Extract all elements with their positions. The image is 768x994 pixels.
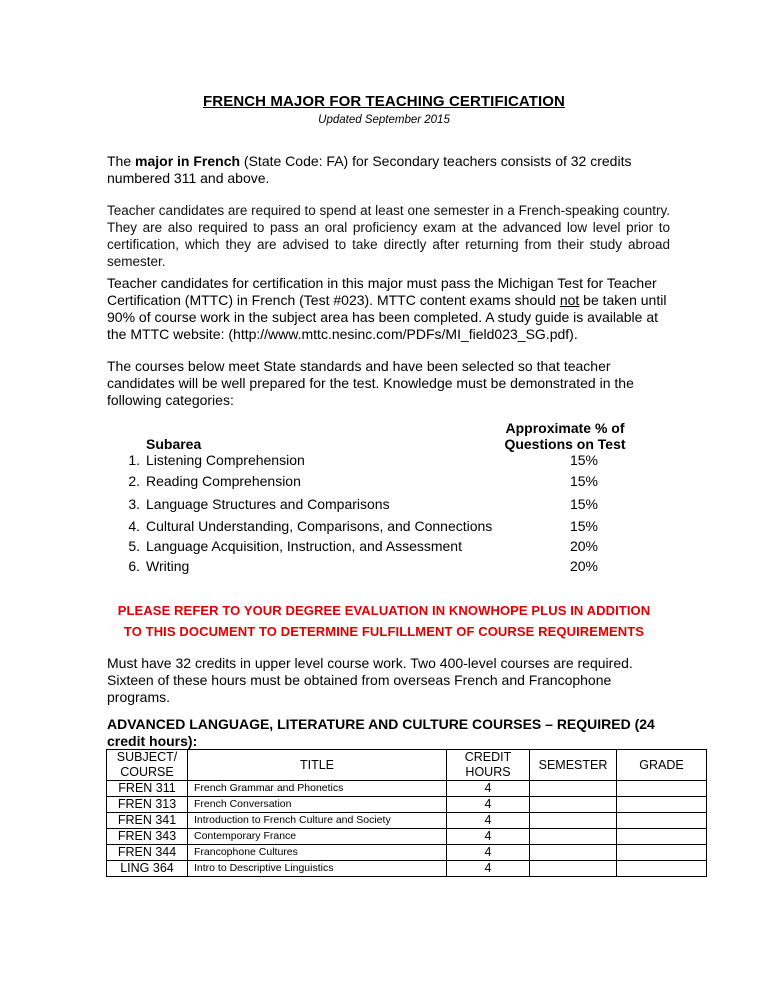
grade-cell[interactable] [617,845,707,861]
semester-cell[interactable] [530,781,617,797]
course-credits: 4 [447,813,530,829]
subarea-row: 6. Writing 20% [128,558,599,574]
subarea-row: 2. Reading Comprehension 15% [128,473,599,489]
course-credits: 4 [447,845,530,861]
subarea-row: 1. Listening Comprehension 15% [128,452,599,468]
course-credits: 4 [447,781,530,797]
credit-requirements-paragraph: Must have 32 credits in upper level course work. Two 400-level courses are required. Sixteen of these hours must be obtained from overseas French and Francophone programs. [107,655,633,705]
course-credits: 4 [447,861,530,877]
grade-header: GRADE [617,750,707,781]
table-row [107,797,707,813]
not-underlined: not [559,292,580,308]
semester-cell[interactable] [530,813,617,829]
semester-cell[interactable] [530,829,617,845]
semester-cell[interactable] [530,845,617,861]
table-row [107,829,707,845]
intro-paragraph-study-abroad: Teacher candidates are required to spend at least one semester in a French-speaking country. They are also required to pass an oral proficiency exam at the advanced low level prior to certification, which they are advised to take directly after returning from their study abroad semester. [107,203,670,269]
percent-header: Approximate % of Questions on Test [504,420,626,452]
course-code: FREN 341 [107,813,188,829]
courses-table [106,749,707,877]
subject-course-header: SUBJECT/ COURSE [107,750,188,781]
grade-cell[interactable] [617,813,707,829]
document-title: FRENCH MAJOR FOR TEACHING CERTIFICATION [203,93,565,110]
title-header: TITLE [188,750,447,781]
credit-hours-header: CREDIT HOURS [447,750,530,781]
intro-paragraph-categories: The courses below meet State standards and have been selected so that teacher candidates will be well prepared for the test. Knowledge must be demonstrated in the following categories: [107,358,634,408]
intro-paragraph-major: The major in French (State Code: FA) for Secondary teachers consists of 32 credits numbered 311 and above. [107,153,632,186]
course-title: French Grammar and Phonetics [188,781,447,797]
grade-cell[interactable] [617,829,707,845]
grade-cell[interactable] [617,781,707,797]
grade-cell[interactable] [617,861,707,877]
courses-section-title: ADVANCED LANGUAGE, LITERATURE AND CULTURE COURSES – REQUIRED (24 credit hours): [107,716,655,749]
course-credits: 4 [447,829,530,845]
semester-header: SEMESTER [530,750,617,781]
subarea-row: 4. Cultural Understanding, Comparisons, and Connections 15% [128,518,599,534]
semester-cell[interactable] [530,861,617,877]
course-title: French Conversation [188,797,447,813]
table-row [107,861,707,877]
course-title: Francophone Cultures [188,845,447,861]
table-row [107,781,707,797]
intro-paragraph-mttc: Teacher candidates for certification in this major must pass the Michigan Test for Teacher Certification (MTTC) in French (Test #023). MTTC content exams should not be taken until 90% of course work in the subject area has been completed. A study guide is available at the MTTC website: (http://www.mttc.nesinc.com/PDFs/MI_field023_SG.pdf). [107,275,667,342]
updated-date: Updated September 2015 [318,114,450,126]
table-row [107,845,707,861]
course-credits: 4 [447,797,530,813]
subarea-row: 5. Language Acquisition, Instruction, and Assessment 20% [128,538,599,554]
course-code: FREN 313 [107,797,188,813]
table-header-row [107,750,707,781]
course-title: Intro to Descriptive Linguistics [188,861,447,877]
course-code: FREN 344 [107,845,188,861]
course-title: Introduction to French Culture and Society [188,813,447,829]
subarea-row: 3. Language Structures and Comparisons 15% [128,496,599,512]
grade-cell[interactable] [617,797,707,813]
degree-evaluation-notice: PLEASE REFER TO YOUR DEGREE EVALUATION IN KNOWHOPE PLUS IN ADDITION TO THIS DOCUMENT TO DETERMINE FULFILLMENT OF COURSE REQUIREMENTS [117,603,651,639]
course-code: FREN 343 [107,829,188,845]
course-code: FREN 311 [107,781,188,797]
major-in-french-emphasis: major in French [135,153,241,169]
semester-cell[interactable] [530,797,617,813]
course-code: LING 364 [107,861,188,877]
subarea-header: Subarea [146,436,202,452]
course-title: Contemporary France [188,829,447,845]
table-row [107,813,707,829]
